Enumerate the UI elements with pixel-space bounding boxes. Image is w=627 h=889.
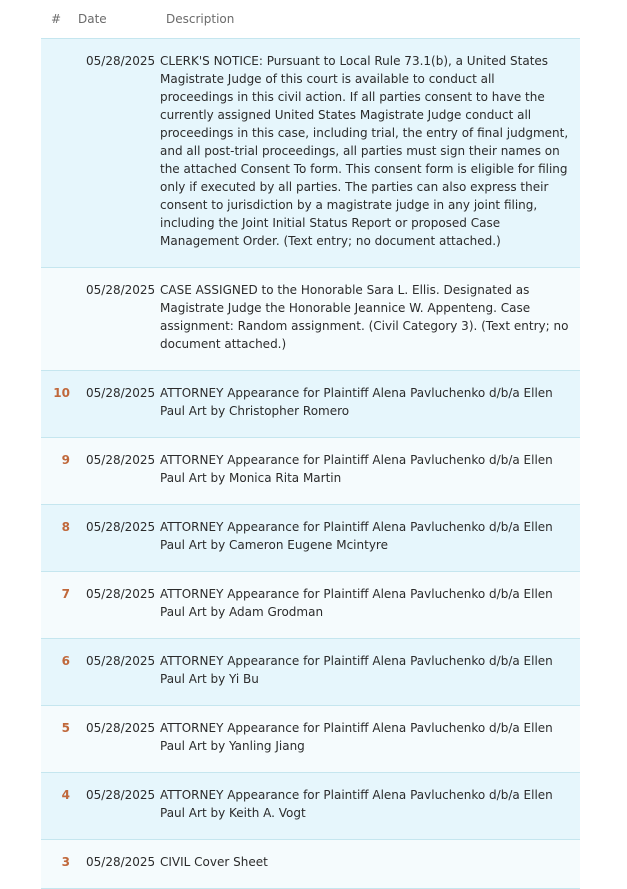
entry-description: CIVIL Cover Sheet [160, 855, 268, 869]
table-row [41, 839, 580, 889]
header-description: Description [166, 12, 235, 26]
entry-date: 05/28/2025 [86, 453, 156, 467]
entry-date: 05/28/2025 [86, 855, 156, 869]
table-row [41, 705, 580, 772]
entry-number[interactable]: 6 [61, 654, 70, 668]
entry-number[interactable]: 4 [61, 788, 70, 802]
entry-number[interactable]: 3 [61, 855, 70, 869]
entry-description: ATTORNEY Appearance for Plaintiff Alena Pavluchenko d/b/a Ellen Paul Art by Yanling Jiang [160, 721, 553, 753]
table-row [41, 638, 580, 705]
table-row [41, 38, 580, 267]
entry-description: CASE ASSIGNED to the Honorable Sara L. Ellis. Designated as Magistrate Judge the Honorable Jeannice W. Appenteng. Case assignment: Random assignment. (Civil Category 3). (Text entry; no document attached.) [160, 283, 569, 351]
entry-date: 05/28/2025 [86, 520, 156, 534]
entry-description: ATTORNEY Appearance for Plaintiff Alena Pavluchenko d/b/a Ellen Paul Art by Adam Grodman [160, 587, 553, 619]
table-row [41, 504, 580, 571]
table-row [41, 370, 580, 437]
entry-description: CLERK'S NOTICE: Pursuant to Local Rule 73.1(b), a United States Magistrate Judge of this court is available to conduct all proceedings in this civil action. If all parties consent to have the currently assigned United States Magistrate Judge conduct all proceedings in this case, including trial, the entry of final judgment, and all post-trial proceedings, all parties must sign their names on the attached Consent To form. This consent form is eligible for filing only if executed by all parties. The parties can also express their consent to jurisdiction by a magistrate judge in any joint filing, including the Joint Initial Status Report or proposed Case Management Order. (Text entry; no document attached.) [160, 54, 569, 248]
entry-date: 05/28/2025 [86, 721, 156, 735]
header-date: Date [78, 12, 107, 26]
header-number: # [51, 12, 62, 26]
entry-number[interactable]: 10 [53, 386, 70, 400]
docket-rows [41, 38, 580, 889]
entry-description: ATTORNEY Appearance for Plaintiff Alena Pavluchenko d/b/a Ellen Paul Art by Cameron Eugene Mcintyre [160, 520, 553, 552]
table-row [41, 437, 580, 504]
entry-description: ATTORNEY Appearance for Plaintiff Alena Pavluchenko d/b/a Ellen Paul Art by Christopher Romero [160, 386, 553, 418]
table-row [41, 571, 580, 638]
entry-description: ATTORNEY Appearance for Plaintiff Alena Pavluchenko d/b/a Ellen Paul Art by Monica Rita Martin [160, 453, 553, 485]
entry-number[interactable]: 5 [61, 721, 70, 735]
table-header [0, 0, 627, 38]
entry-date: 05/28/2025 [86, 587, 156, 601]
table-row [41, 772, 580, 839]
entry-number[interactable]: 9 [61, 453, 70, 467]
table-row [41, 267, 580, 370]
entry-date: 05/28/2025 [86, 54, 156, 68]
entry-date: 05/28/2025 [86, 788, 156, 802]
entry-date: 05/28/2025 [86, 283, 156, 297]
entry-date: 05/28/2025 [86, 654, 156, 668]
entry-number[interactable]: 7 [61, 587, 70, 601]
entry-date: 05/28/2025 [86, 386, 156, 400]
entry-number[interactable]: 8 [61, 520, 70, 534]
entry-description: ATTORNEY Appearance for Plaintiff Alena Pavluchenko d/b/a Ellen Paul Art by Keith A. Vogt [160, 788, 553, 820]
entry-description: ATTORNEY Appearance for Plaintiff Alena Pavluchenko d/b/a Ellen Paul Art by Yi Bu [160, 654, 553, 686]
